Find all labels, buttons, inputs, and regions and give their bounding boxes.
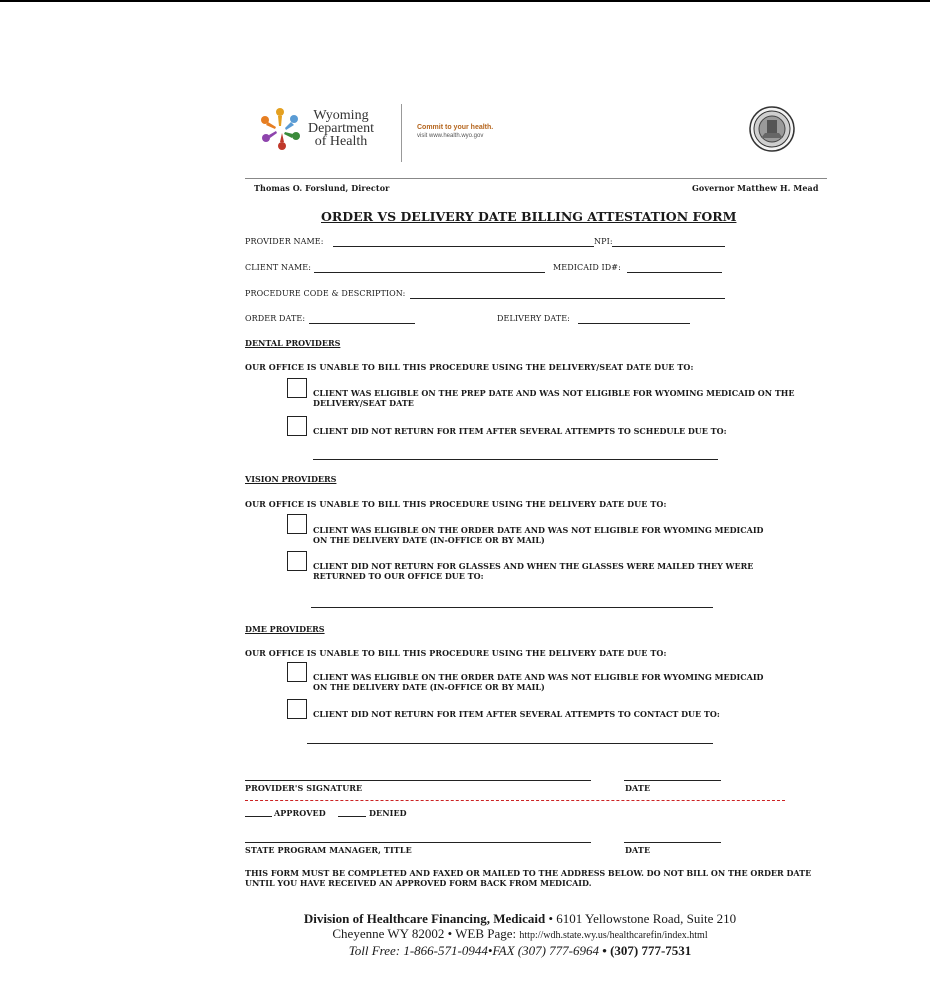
provider-signature-label: PROVIDER'S SIGNATURE bbox=[245, 783, 363, 793]
dme-option-1-text bbox=[313, 673, 764, 692]
delivery-date-field[interactable] bbox=[578, 323, 690, 324]
state-seal-icon bbox=[749, 106, 795, 152]
header-rule bbox=[245, 178, 827, 179]
footer-line-2 bbox=[240, 926, 800, 943]
approval-divider bbox=[245, 800, 785, 801]
provider-name-field[interactable] bbox=[333, 246, 594, 247]
provider-date-field[interactable] bbox=[624, 780, 721, 781]
dental-option-2-checkbox[interactable] bbox=[287, 416, 307, 436]
medicaid-id-field[interactable] bbox=[627, 272, 722, 273]
wdh-logo-icon bbox=[258, 104, 302, 152]
footer-division: Division of Healthcare Financing, Medicaid bbox=[303, 911, 546, 926]
dme-intro: OUR OFFICE IS UNABLE TO BILL THIS PROCEDURE USING THE DELIVERY DATE DUE TO: bbox=[245, 648, 667, 658]
vision-heading: VISION PROVIDERS bbox=[245, 474, 337, 484]
dme-option-1-line-1: CLIENT WAS ELIGIBLE ON THE ORDER DATE AND WAS NOT ELIGIBLE FOR WYOMING MEDICAID bbox=[313, 672, 764, 682]
client-name-field[interactable] bbox=[314, 272, 545, 273]
footer-address: • 6101 Yellowstone Road, Suite 210 bbox=[545, 911, 737, 926]
denied-label: DENIED bbox=[369, 808, 407, 818]
approved-label: APPROVED bbox=[274, 808, 326, 818]
dental-heading: DENTAL PROVIDERS bbox=[245, 338, 341, 348]
visit-url: visit www.health.wyo.gov bbox=[417, 133, 484, 139]
footer-line-3 bbox=[240, 943, 800, 958]
tagline: Commit to your health. bbox=[417, 124, 494, 131]
vision-option-2-checkbox[interactable] bbox=[287, 551, 307, 571]
dental-reason-field[interactable] bbox=[313, 459, 718, 460]
provider-name-label: PROVIDER NAME: bbox=[245, 237, 324, 246]
org-name bbox=[306, 109, 376, 148]
dental-intro: OUR OFFICE IS UNABLE TO BILL THIS PROCEDURE USING THE DELIVERY/SEAT DATE DUE TO: bbox=[245, 362, 694, 372]
dme-option-1-checkbox[interactable] bbox=[287, 662, 307, 682]
top-border bbox=[0, 0, 930, 2]
footer-phone: • (307) 777-7531 bbox=[599, 943, 692, 958]
notice bbox=[245, 868, 811, 888]
manager-label: STATE PROGRAM MANAGER, TITLE bbox=[245, 845, 412, 855]
npi-label: NPI: bbox=[594, 237, 613, 246]
dme-option-2-checkbox[interactable] bbox=[287, 699, 307, 719]
manager-date-label: DATE bbox=[625, 845, 651, 855]
manager-date-field[interactable] bbox=[624, 842, 721, 843]
vision-intro: OUR OFFICE IS UNABLE TO BILL THIS PROCEDURE USING THE DELIVERY DATE DUE TO: bbox=[245, 499, 667, 509]
org-line-3: of Health bbox=[314, 134, 368, 149]
procedure-field[interactable] bbox=[410, 298, 725, 299]
org-line-1: Wyoming bbox=[313, 108, 369, 123]
provider-date-label: DATE bbox=[625, 783, 651, 793]
dme-option-1-line-2: ON THE DELIVERY DATE (IN-OFFICE OR BY MAIL) bbox=[313, 681, 545, 692]
logo-divider bbox=[401, 104, 402, 162]
vision-option-1-checkbox[interactable] bbox=[287, 514, 307, 534]
dental-option-1-checkbox[interactable] bbox=[287, 378, 307, 398]
order-date-field[interactable] bbox=[309, 323, 415, 324]
client-name-label: CLIENT NAME: bbox=[245, 263, 312, 272]
vision-option-1-line-1: CLIENT WAS ELIGIBLE ON THE ORDER DATE AND WAS NOT ELIGIBLE FOR WYOMING MEDICAID bbox=[313, 525, 764, 535]
delivery-date-label: DELIVERY DATE: bbox=[497, 314, 570, 323]
footer-tollfree: Toll Free: 1-866-571-0944•FAX (307) 777-6964 bbox=[348, 943, 600, 958]
dme-heading: DME PROVIDERS bbox=[245, 624, 325, 634]
notice-line-2: UNTIL YOU HAVE RECEIVED AN APPROVED FORM BACK FROM MEDICAID. bbox=[245, 878, 592, 888]
procedure-label: PROCEDURE CODE & DESCRIPTION: bbox=[245, 289, 406, 298]
denied-check-field[interactable] bbox=[338, 816, 366, 817]
governor-name: Governor Matthew H. Mead bbox=[692, 183, 819, 193]
vision-option-1-text bbox=[313, 526, 764, 545]
npi-field[interactable] bbox=[612, 246, 725, 247]
notice-line-1: THIS FORM MUST BE COMPLETED AND FAXED OR MAILED TO THE ADDRESS BELOW. DO NOT BILL ON THE ORDER DATE bbox=[245, 868, 812, 878]
order-date-label: ORDER DATE: bbox=[245, 314, 306, 323]
dental-option-1-line-2: DELIVERY/SEAT DATE bbox=[313, 397, 414, 408]
dental-option-1-line-1: CLIENT WAS ELIGIBLE ON THE PREP DATE AND WAS NOT ELIGIBLE FOR WYOMING MEDICAID ON THE bbox=[313, 388, 795, 398]
footer-line-1 bbox=[240, 911, 800, 926]
medicaid-id-label: MEDICAID ID#: bbox=[553, 263, 621, 272]
provider-signature-field[interactable] bbox=[245, 780, 591, 781]
dme-reason-field[interactable] bbox=[307, 743, 713, 744]
org-line-2: Department bbox=[307, 121, 375, 136]
approved-check-field[interactable] bbox=[245, 816, 272, 817]
vision-option-2-text bbox=[313, 562, 753, 581]
vision-option-1-line-2: ON THE DELIVERY DATE (IN-OFFICE OR BY MAIL) bbox=[313, 534, 545, 545]
dental-option-1-text bbox=[313, 389, 794, 408]
vision-option-2-line-2: RETURNED TO OUR OFFICE DUE TO: bbox=[313, 570, 484, 581]
manager-signature-field[interactable] bbox=[245, 842, 591, 843]
vision-option-2-line-1: CLIENT DID NOT RETURN FOR GLASSES AND WHEN THE GLASSES WERE MAILED THEY WERE bbox=[313, 561, 754, 571]
dental-option-2-text: CLIENT DID NOT RETURN FOR ITEM AFTER SEVERAL ATTEMPTS TO SCHEDULE DUE TO: bbox=[313, 426, 727, 436]
form-title: ORDER VS DELIVERY DATE BILLING ATTESTATION FORM bbox=[321, 209, 737, 224]
footer bbox=[240, 911, 800, 958]
footer-city: Cheyenne WY 82002 • WEB Page: bbox=[332, 926, 520, 941]
dme-option-2-text: CLIENT DID NOT RETURN FOR ITEM AFTER SEVERAL ATTEMPTS TO CONTACT DUE TO: bbox=[313, 709, 720, 719]
footer-web-link[interactable]: http://wdh.state.wy.us/healthcarefin/index.html bbox=[519, 930, 708, 941]
vision-reason-field[interactable] bbox=[311, 607, 713, 608]
director-name: Thomas O. Forslund, Director bbox=[254, 183, 390, 193]
